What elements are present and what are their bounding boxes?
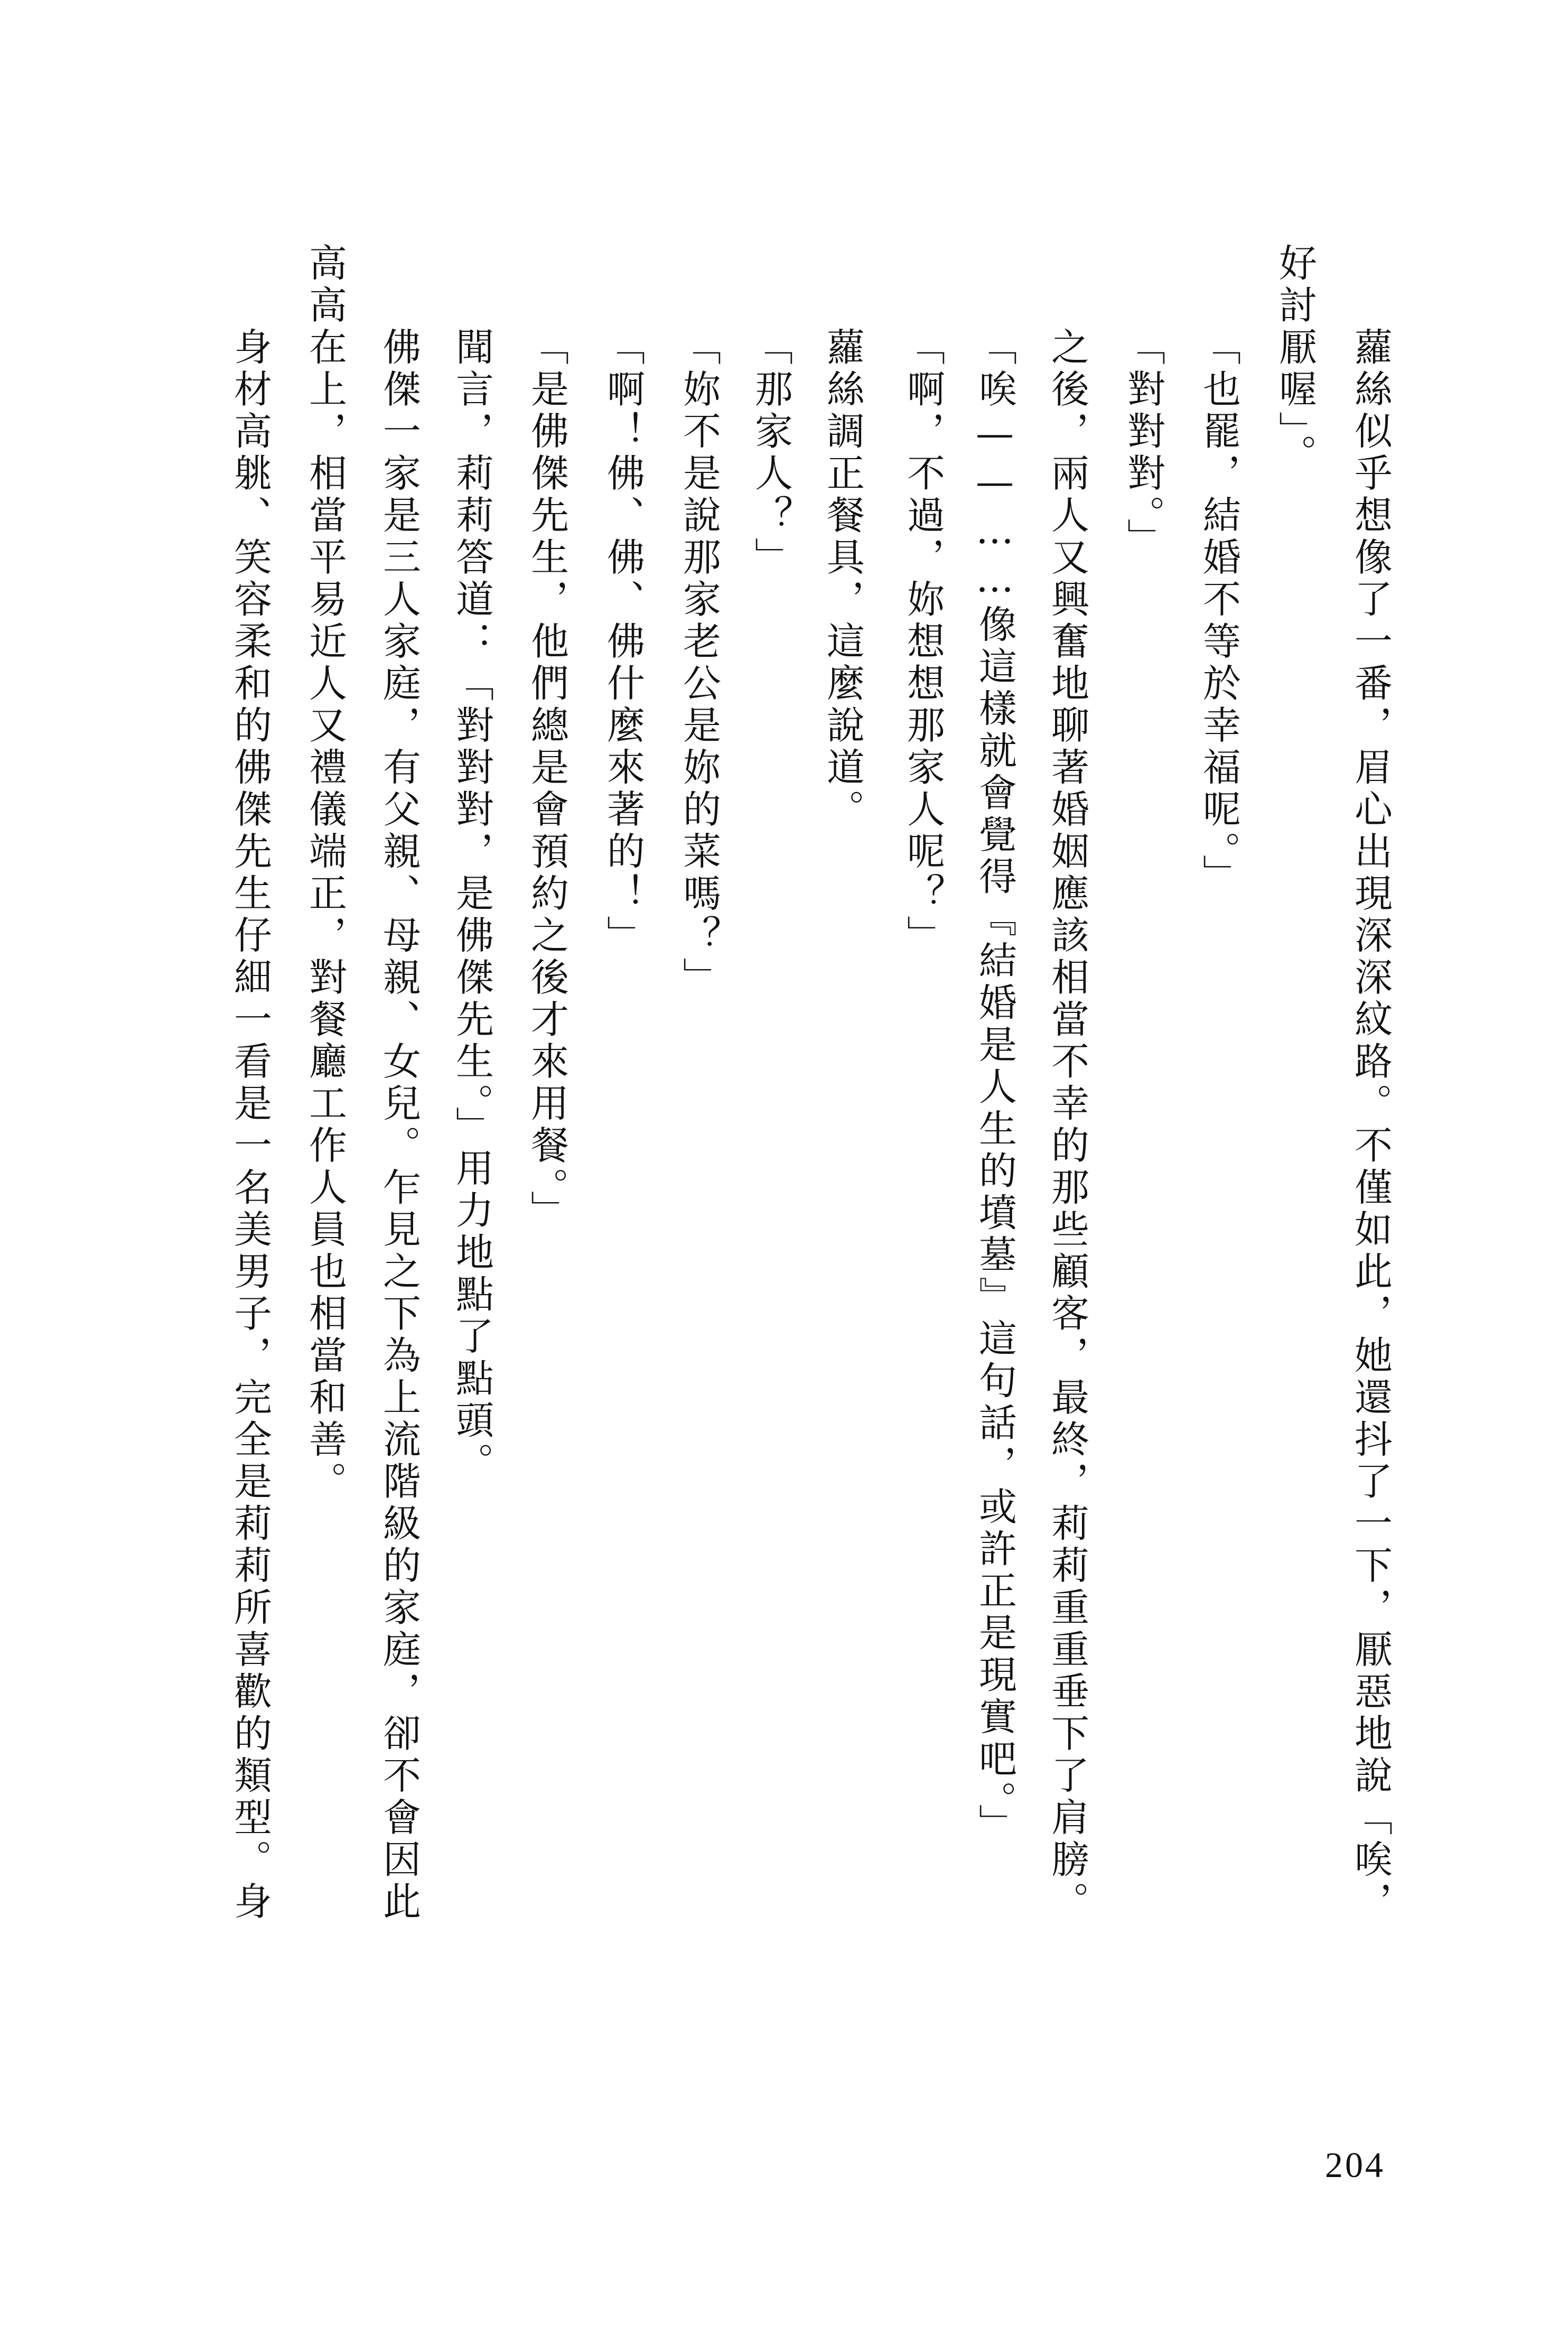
text-column-5	[1041, 243, 1094, 1934]
column-text: 「唉——……像這樣就會覺得『結婚是人生的墳墓』這句話，或許正是現實吧。」	[973, 327, 1017, 1846]
column-text: 「啊！佛、佛、佛什麼來著的！」	[601, 327, 645, 957]
column-text: 「妳不是說那家老公是妳的菜嗎？」	[677, 327, 721, 999]
column-text: 好討厭喔」。	[1273, 243, 1317, 476]
text-column-11	[596, 243, 649, 1934]
column-text: 身材高䠷、笑容柔和的佛傑先生仔細一看是一名美男子，完全是莉莉所喜歡的類型。身	[228, 327, 272, 1923]
column-text: 聞言，莉莉答道：「對對對，是佛傑先生。」用力地點了點頭。	[450, 327, 494, 1484]
column-text: 之後，兩人又興奮地聊著婚姻應該相當不幸的那些顧客，最終，莉莉重重垂下了肩膀。	[1045, 327, 1089, 1923]
text-column-2	[1268, 243, 1321, 1934]
text-column-6	[968, 243, 1021, 1934]
column-text: 高高在上，相當平易近人又禮儀端正，對餐廳工作人員也相當和善。	[303, 243, 347, 1503]
column-text: 蘿絲似乎想像了一番，眉心出現深深紋路。不僅如此，她還抖了一下，厭惡地說「唉，	[1348, 327, 1393, 1923]
text-column-9	[744, 243, 797, 1934]
text-column-13	[445, 243, 498, 1934]
text-column-15	[298, 243, 351, 1934]
text-column-8	[816, 243, 869, 1934]
page-number: 204	[1325, 2145, 1385, 2185]
column-text: 「那家人？」	[749, 327, 793, 579]
column-text: 蘿絲調正餐具，這麼說道。	[820, 327, 865, 831]
text-column-10	[673, 243, 725, 1934]
text-column-1	[1344, 243, 1397, 1934]
column-text: 「對對對。」	[1121, 327, 1165, 560]
column-text: 佛傑一家是三人家庭，有父親、母親、女兒。乍見之下為上流階級的家庭，卻不會因此	[377, 327, 421, 1923]
text-column-12	[520, 243, 573, 1934]
column-text: 「啊，不過，妳想想那家人呢？」	[901, 327, 945, 957]
text-column-3	[1192, 243, 1245, 1934]
text-column-7	[897, 243, 949, 1934]
text-column-4	[1117, 243, 1170, 1934]
text-column-14	[372, 243, 425, 1934]
column-text: 「是佛傑先生，他們總是會預約之後才來用餐。」	[525, 327, 569, 1232]
column-text: 「也罷，結婚不等於幸福呢。」	[1197, 327, 1241, 896]
text-column-16	[223, 243, 276, 1934]
